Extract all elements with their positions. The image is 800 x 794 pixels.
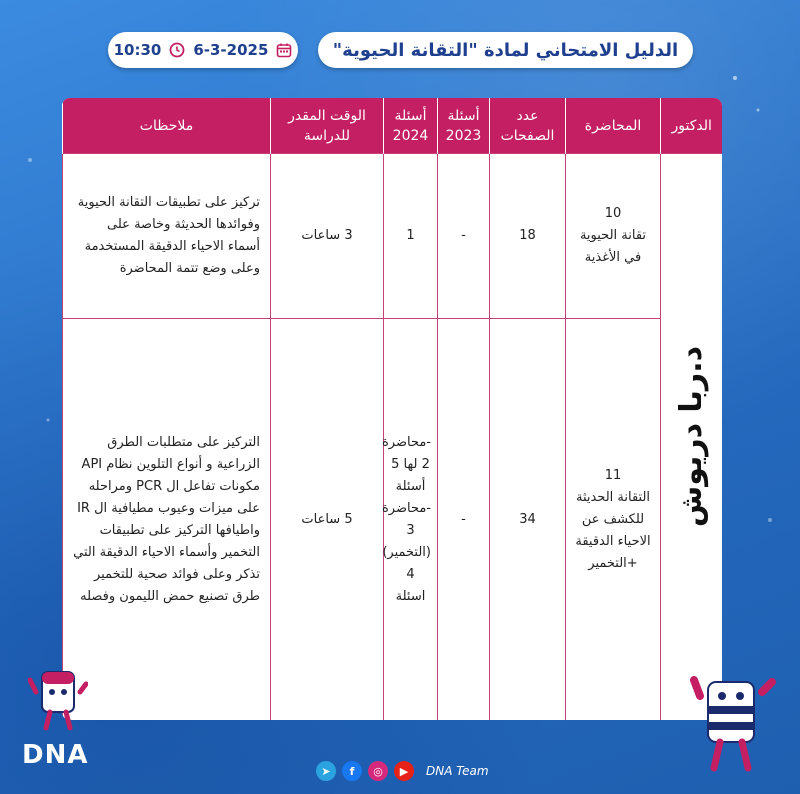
pages-cell: 18	[490, 154, 566, 319]
mascot-right-illustration	[688, 676, 778, 776]
page-title-text: الدليل الامتحاني لمادة "التقانة الحيوية"	[332, 39, 679, 61]
instagram-icon[interactable]: ◎	[368, 761, 388, 781]
date-text: 6-3-2025	[193, 41, 269, 59]
date-time-badge	[108, 32, 298, 68]
header-notes: ملاحظات	[63, 98, 271, 154]
q2023-cell: -	[438, 154, 490, 319]
q2024-cell: -محاضرة 2 لها 5 أسئلة -محاضرة 3 (التخمير) 4 اسئلة	[384, 319, 438, 721]
doctor-cell	[661, 154, 723, 721]
lecture-cell: 11 التقانة الحديثة للكشف عن الاحياء الدقيقة +التخمير	[566, 319, 661, 721]
header-doctor: الدكتور	[661, 98, 723, 154]
dna-logo	[22, 740, 88, 770]
facebook-icon[interactable]: f	[342, 761, 362, 781]
telegram-icon[interactable]: ➤	[316, 761, 336, 781]
team-name: DNA Team	[426, 764, 489, 778]
study-time-cell: 5 ساعات	[271, 319, 384, 721]
footer-social	[316, 760, 489, 782]
header-q2023: أسئلة 2023	[438, 98, 490, 154]
header-lecture: المحاضرة	[566, 98, 661, 154]
q2023-cell: -	[438, 319, 490, 721]
exam-guide-table	[62, 98, 722, 720]
table-header-row	[63, 98, 723, 154]
mascot-left-illustration	[28, 662, 88, 732]
clock-icon	[169, 42, 185, 58]
page-title	[318, 32, 693, 68]
notes-cell: التركيز على متطلبات الطرق الزراعية و أنواع التلوين نظام API مكونات تفاعل ال PCR ومراحله على ميزات وعيوب مطيافية ال IR واطيافها التركيز على تطبيقات التخمير وأسماء الاحياء الدقيقة التي تذكر وعلى فوائد صحية للتخمير طرق تصنيع حمض الليمون وفصله	[63, 319, 271, 721]
table-row	[63, 154, 723, 319]
time-text: 10:30	[113, 41, 162, 59]
header-pages: عدد الصفحات	[490, 98, 566, 154]
header-study-time: الوقت المقدر للدراسة	[271, 98, 384, 154]
doctor-name: د.ربا دريوش	[673, 346, 709, 528]
lecture-cell: 10 تقانة الحيوية في الأغذية	[566, 154, 661, 319]
pages-cell: 34	[490, 319, 566, 721]
table-row	[63, 319, 723, 721]
logo-text: DNA	[22, 740, 89, 770]
notes-cell: تركيز على تطبيقات التقانة الحيوية وفوائدها الحديثة وخاصة على أسماء الاحياء الدقيقة المستخدمة وعلى وضع تتمة المحاضرة	[63, 154, 271, 319]
header-q2024: أسئلة 2024	[384, 98, 438, 154]
exam-table	[62, 98, 722, 720]
calendar-icon	[276, 42, 292, 58]
youtube-icon[interactable]: ▶	[394, 761, 414, 781]
study-time-cell: 3 ساعات	[271, 154, 384, 319]
q2024-cell: 1	[384, 154, 438, 319]
